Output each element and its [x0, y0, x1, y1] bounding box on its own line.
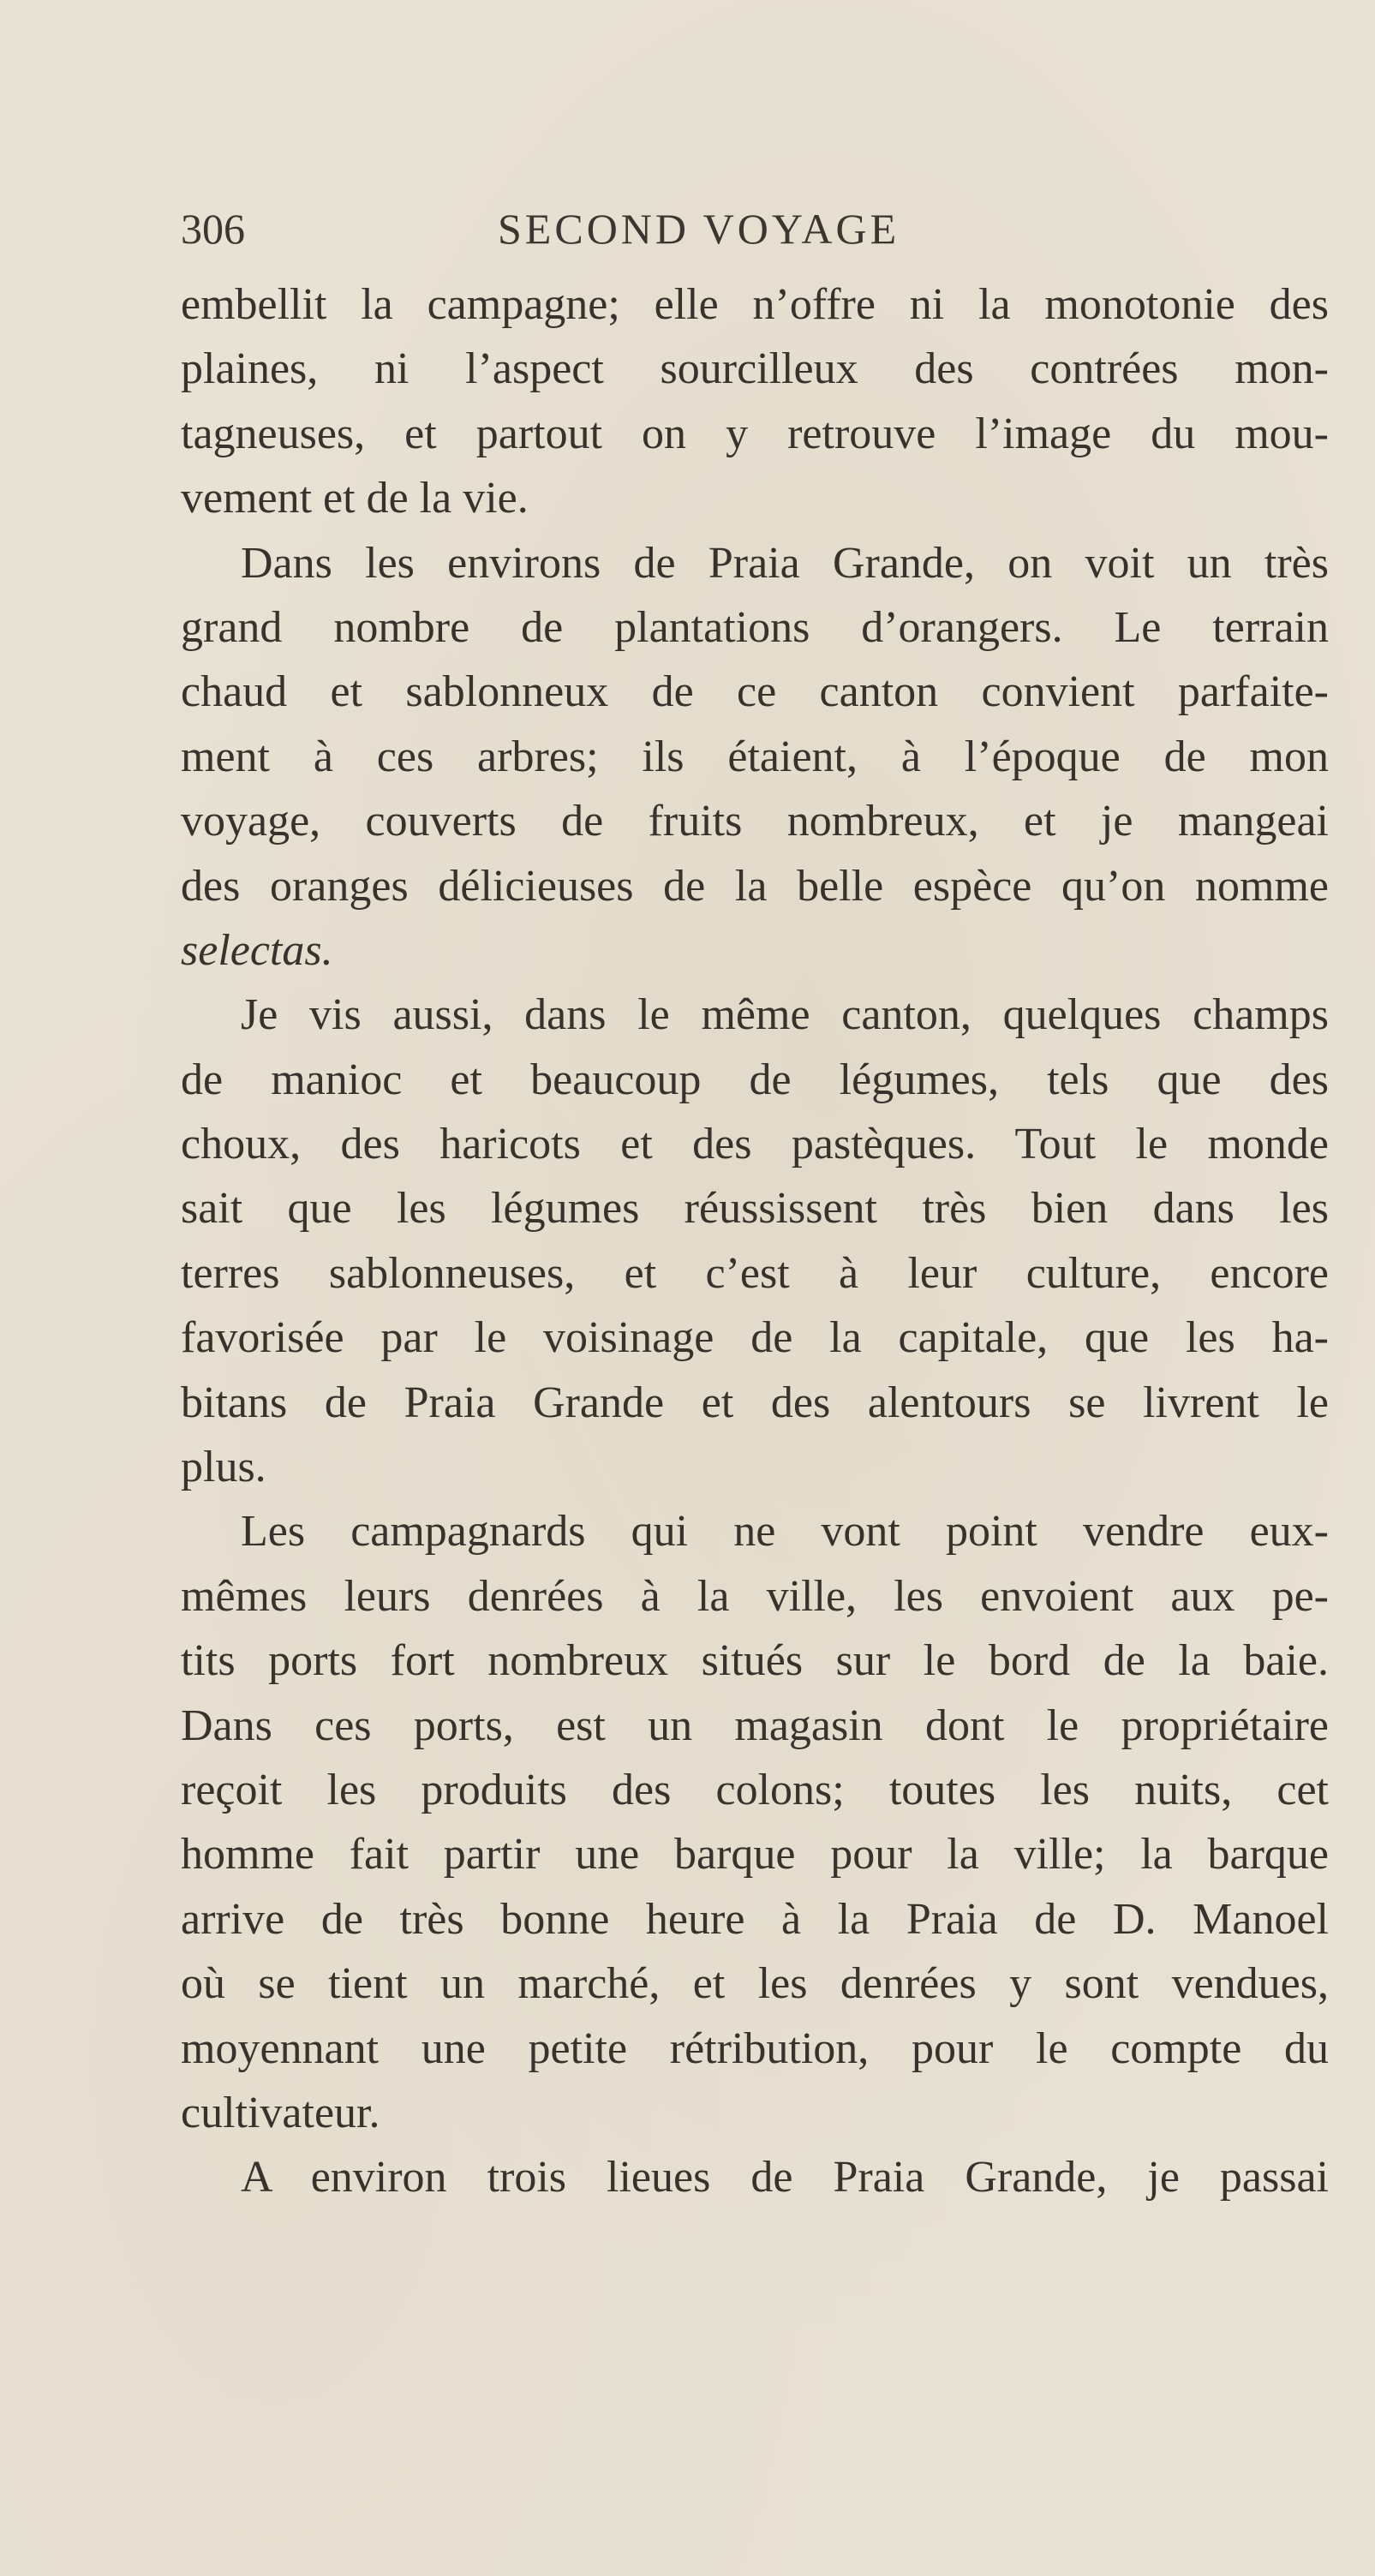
text-line: de manioc et beaucoup de légumes, tels que des	[181, 1055, 1329, 1104]
text-line: où se tient un marché, et les denrées y sont vendues,	[181, 1959, 1329, 2009]
text-line: des oranges délicieuses de la belle espèce qu’on nomme	[181, 861, 1329, 911]
text-line: voyage, couverts de fruits nombreux, et je mangeai	[181, 797, 1329, 846]
text-line: sait que les légumes réussissent très bien dans les	[181, 1184, 1329, 1234]
text-line: ment à ces arbres; ils étaient, à l’époque de mon	[181, 732, 1329, 781]
text-line: tagneuses, et partout on y retrouve l’image du mou-	[181, 409, 1329, 458]
text-line: embellit la campagne; elle n’offre ni la monotonie des	[181, 280, 1329, 329]
text-line: favorisée par le voisinage de la capitale, que les ha-	[181, 1313, 1329, 1363]
text-line: plus.	[181, 1443, 266, 1492]
page-header	[181, 204, 1329, 264]
text-line: cultivateur.	[181, 2088, 380, 2137]
text-line: Les campagnards qui ne vont point vendre eux-	[241, 1507, 1329, 1557]
text-line: arrive de très bonne heure à la Praia de D. Manoel	[181, 1894, 1329, 1944]
text-line: grand nombre de plantations d’orangers. Le terrain	[181, 602, 1329, 652]
text-line: A environ trois lieues de Praia Grande, je passai	[241, 2153, 1329, 2202]
text-line: mêmes leurs denrées à la ville, les envoient aux pe-	[181, 1571, 1329, 1621]
text-line: Dans ces ports, est un magasin dont le propriétaire	[181, 1700, 1329, 1750]
page-number: 306	[181, 205, 245, 253]
running-title: SECOND VOYAGE	[498, 205, 900, 253]
text-line: Dans les environs de Praia Grande, on voit un très	[241, 538, 1329, 588]
text-line: reçoit les produits des colons; toutes les nuits, cet	[181, 1765, 1329, 1814]
text-line: Je vis aussi, dans le même canton, quelques champs	[241, 990, 1329, 1040]
body-text	[181, 272, 1329, 2210]
text-line: vement et de la vie.	[181, 474, 529, 523]
text-line: homme fait partir une barque pour la ville; la barque	[181, 1830, 1329, 1880]
text-line: plaines, ni l’aspect sourcilleux des contrées mon-	[181, 344, 1329, 394]
text-line: moyennant une petite rétribution, pour le compte du	[181, 2023, 1329, 2073]
text-line: bitans de Praia Grande et des alentours se livrent le	[181, 1378, 1329, 1427]
text-line: terres sablonneuses, et c’est à leur culture, encore	[181, 1248, 1329, 1298]
text-line: selectas.	[181, 925, 333, 975]
text-line: choux, des haricots et des pastèques. Tout le monde	[181, 1120, 1329, 1169]
text-line: chaud et sablonneux de ce canton convient parfaite-	[181, 667, 1329, 717]
text-line: tits ports fort nombreux situés sur le bord de la baie.	[181, 1636, 1329, 1686]
